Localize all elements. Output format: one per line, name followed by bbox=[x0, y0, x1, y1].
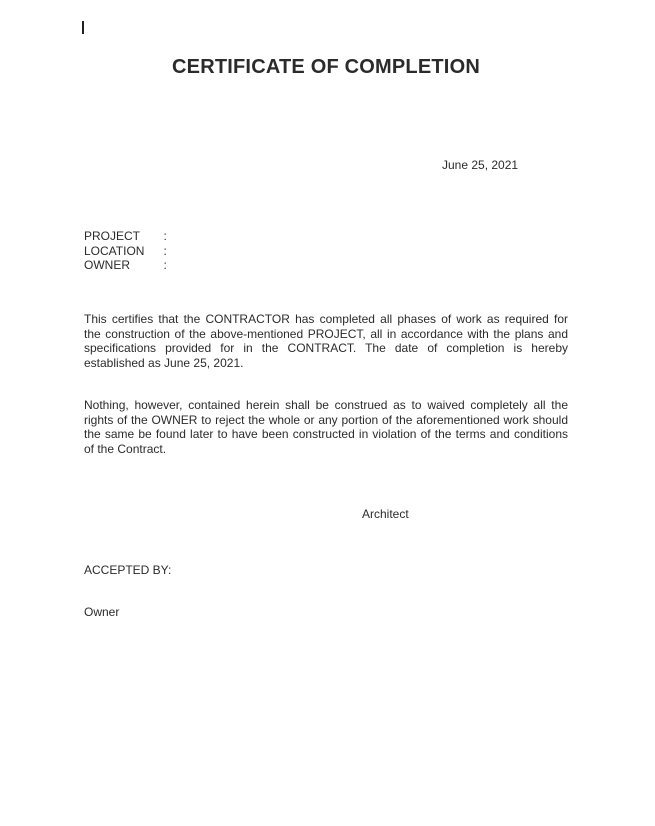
paragraph-line: the construction of the above-mentioned PROJECT, all in accordance with the plans and bbox=[84, 326, 568, 341]
field-row-owner bbox=[84, 258, 167, 273]
field-label-location: LOCATION bbox=[84, 243, 145, 258]
architect-signature-label: Architect bbox=[362, 507, 409, 521]
fields-block bbox=[84, 229, 167, 273]
field-label-owner: OWNER bbox=[84, 258, 130, 272]
field-row-project bbox=[84, 229, 167, 244]
paragraph-line: This certifies that the CONTRACTOR has completed all phases of work as required for bbox=[84, 312, 568, 326]
paragraph-line: specifications provided for in the CONTRACT. The date of completion is hereby bbox=[84, 341, 568, 355]
field-label-project: PROJECT bbox=[84, 229, 141, 243]
field-colon: : bbox=[163, 229, 167, 243]
text-cursor-caret bbox=[82, 21, 84, 34]
paragraph-certification bbox=[84, 312, 568, 370]
owner-signature-label: Owner bbox=[84, 605, 120, 619]
paragraph-line: established as June 25, 2021. bbox=[84, 355, 244, 370]
field-colon: : bbox=[163, 243, 167, 258]
paragraph-line: Nothing, however, contained herein shall be construed as to waived completely all the bbox=[84, 398, 568, 412]
document-title: CERTIFICATE OF COMPLETION bbox=[172, 56, 480, 78]
accepted-by-label: ACCEPTED BY: bbox=[84, 563, 172, 577]
paragraph-line: of the Contract. bbox=[84, 441, 167, 456]
paragraph-line: the same be found later to have been constructed in violation of the terms and conditions bbox=[84, 427, 568, 441]
paragraph-owner-rights bbox=[84, 398, 568, 456]
paragraph-line: rights of the OWNER to reject the whole or any portion of the aforementioned work should bbox=[84, 412, 568, 427]
date-line: June 25, 2021 bbox=[442, 158, 519, 172]
field-row-location bbox=[84, 244, 167, 259]
field-colon: : bbox=[163, 258, 167, 272]
